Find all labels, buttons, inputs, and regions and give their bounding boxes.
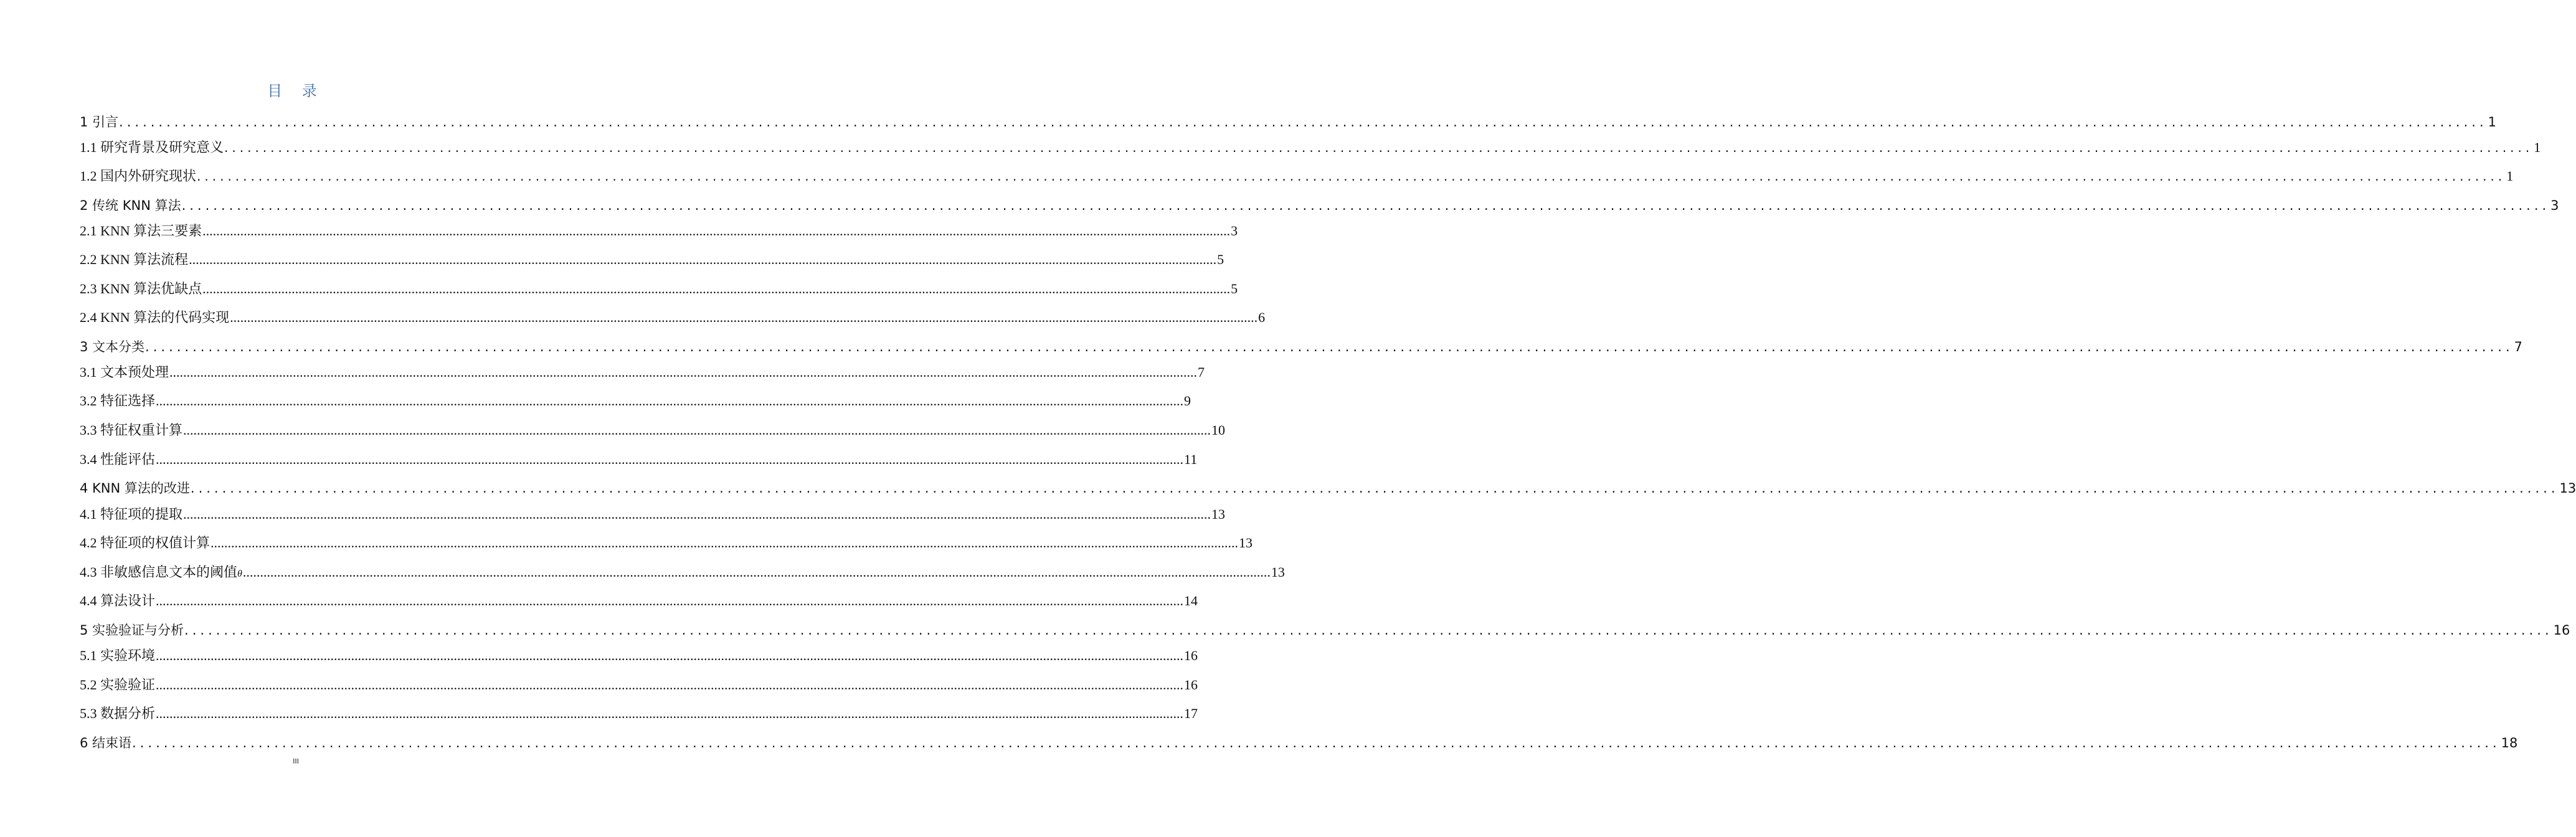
toc-entry-page: 11 bbox=[1184, 452, 1198, 467]
toc-entry-page: 10 bbox=[1211, 422, 1226, 438]
toc-title: 目 录 bbox=[267, 82, 324, 100]
toc-entry[interactable] bbox=[80, 703, 1198, 722]
toc-dot-leader: ............................................................................................................................................................................................................................................................................................................ bbox=[224, 140, 2534, 155]
toc-entry-label: 2.1 KNN 算法三要素 bbox=[80, 223, 202, 239]
toc-dot-leader: ............................................................................................................................................................................................................................................................................................................ bbox=[169, 364, 1198, 380]
toc-entry-label: 5.3 数据分析 bbox=[80, 706, 156, 721]
toc-dot-leader: ............................................................................................................................................................................................................................................................................................................ bbox=[119, 115, 2488, 130]
toc-dot-leader: ............................................................................................................................................................................................................................................................................................................ bbox=[184, 623, 2553, 638]
toc-entry[interactable] bbox=[80, 112, 2497, 131]
toc-entry-page: 3 bbox=[2550, 198, 2559, 213]
toc-entry-page: 5 bbox=[1217, 252, 1224, 267]
toc-entry-label: 2 传统 KNN 算法 bbox=[80, 198, 181, 213]
toc-entry-label: 6 结束语 bbox=[80, 735, 132, 750]
toc-entry-page: 6 bbox=[1258, 310, 1266, 325]
toc-entry[interactable] bbox=[80, 307, 1266, 326]
toc-entry-page: 18 bbox=[2501, 735, 2518, 750]
toc-entry-label: 5 实验验证与分析 bbox=[80, 623, 184, 638]
toc-entry-page: 13 bbox=[1211, 506, 1226, 522]
toc-entry[interactable] bbox=[80, 645, 1198, 664]
toc-entry-label: 4.1 特征项的提取 bbox=[80, 506, 183, 522]
toc-dot-leader: ............................................................................................................................................................................................................................................................................................................ bbox=[145, 339, 2514, 354]
toc-entry-label: 3.1 文本预处理 bbox=[80, 364, 169, 380]
toc-entry-label: 4.3 非敏感信息文本的阈值 bbox=[80, 564, 238, 580]
toc-entry[interactable] bbox=[80, 166, 2514, 185]
toc-entry[interactable] bbox=[80, 249, 1224, 268]
toc-entry-label: 3 文本分类 bbox=[80, 339, 145, 354]
toc-dot-leader: ............................................................................................................................................................................................................................................................................................................ bbox=[156, 452, 1184, 467]
toc-dot-leader: ............................................................................................................................................................................................................................................................................................................ bbox=[156, 677, 1184, 693]
toc-entry-label: 4.2 特征项的权值计算 bbox=[80, 535, 211, 551]
toc-dot-leader: ............................................................................................................................................................................................................................................................................................................ bbox=[156, 648, 1184, 663]
toc-entry[interactable] bbox=[80, 337, 2523, 356]
toc-entry-label: 1.2 国内外研究现状 bbox=[80, 168, 197, 184]
toc-dot-leader: ............................................................................................................................................................................................................................................................................................................ bbox=[242, 564, 1271, 580]
toc-entry-page: 16 bbox=[1184, 648, 1198, 663]
toc-dot-leader: ............................................................................................................................................................................................................................................................................................................ bbox=[202, 223, 1231, 239]
toc-dot-leader: ............................................................................................................................................................................................................................................................................................................ bbox=[156, 393, 1184, 409]
toc-entry[interactable] bbox=[80, 674, 1198, 694]
toc-dot-leader: ............................................................................................................................................................................................................................................................................................................ bbox=[156, 706, 1184, 721]
toc-dot-leader: ............................................................................................................................................................................................................................................................................................................ bbox=[230, 310, 1258, 325]
toc-entry-page: 1 bbox=[2506, 168, 2514, 184]
toc-entry-page: 7 bbox=[2514, 339, 2523, 354]
toc-entry-page: 7 bbox=[1198, 364, 1205, 380]
toc-entry-label: 5.2 实验验证 bbox=[80, 677, 156, 693]
toc-dot-leader: ............................................................................................................................................................................................................................................................................................................ bbox=[211, 535, 1239, 551]
toc-entry-page: 1 bbox=[2534, 140, 2541, 155]
toc-entry[interactable] bbox=[80, 420, 1226, 439]
toc-entry-label: 5.1 实验环境 bbox=[80, 648, 156, 663]
toc-entry-page: 14 bbox=[1184, 593, 1198, 608]
toc-entry[interactable] bbox=[80, 137, 2541, 156]
toc-entry[interactable] bbox=[80, 733, 2518, 752]
toc-dot-leader: ............................................................................................................................................................................................................................................................................................................ bbox=[190, 481, 2559, 496]
toc-entry-label: 4 KNN 算法的改进 bbox=[80, 481, 190, 496]
toc-entry-page: 9 bbox=[1184, 393, 1191, 409]
toc-entry-label: 2.2 KNN 算法流程 bbox=[80, 252, 189, 267]
toc-dot-leader: ............................................................................................................................................................................................................................................................................................................ bbox=[156, 593, 1184, 608]
toc-entry[interactable] bbox=[80, 532, 1253, 552]
toc-entry-page: 3 bbox=[1231, 223, 1238, 239]
toc-entry-label: 3.2 特征选择 bbox=[80, 393, 156, 409]
page-number: III bbox=[293, 757, 299, 765]
toc-entry-label: 3.4 性能评估 bbox=[80, 452, 156, 467]
toc-entry[interactable] bbox=[80, 562, 1285, 581]
toc-entry-label: 2.4 KNN 算法的代码实现 bbox=[80, 310, 230, 325]
toc-dot-leader: ............................................................................................................................................................................................................................................................................................................ bbox=[189, 252, 1217, 267]
toc-entry-label: 1.1 研究背景及研究意义 bbox=[80, 140, 224, 155]
toc-entry-label: 4.4 算法设计 bbox=[80, 593, 156, 608]
toc-entry-page: 1 bbox=[2488, 115, 2497, 130]
toc-entry-page: 13 bbox=[1271, 564, 1285, 580]
toc-entry-page: 16 bbox=[2553, 623, 2570, 638]
toc-entry-page: 13 bbox=[2559, 481, 2576, 496]
toc-dot-leader: ............................................................................................................................................................................................................................................................................................................ bbox=[183, 506, 1211, 522]
toc-entry[interactable] bbox=[80, 390, 1191, 410]
toc-entry[interactable] bbox=[80, 449, 1198, 468]
toc-entry-label: 3.3 特征权重计算 bbox=[80, 422, 183, 438]
toc-entry[interactable] bbox=[80, 220, 1238, 240]
toc-dot-leader: ............................................................................................................................................................................................................................................................................................................ bbox=[202, 281, 1231, 296]
toc-dot-leader: ............................................................................................................................................................................................................................................................................................................ bbox=[132, 735, 2501, 750]
toc-entry-page: 5 bbox=[1231, 281, 1238, 296]
toc-entry-page: 17 bbox=[1184, 706, 1198, 721]
toc-entry[interactable] bbox=[80, 196, 2559, 214]
toc-entry[interactable] bbox=[80, 362, 1205, 381]
theta-symbol: θ bbox=[237, 569, 242, 579]
toc-entry[interactable] bbox=[80, 478, 2576, 497]
toc-dot-leader: ............................................................................................................................................................................................................................................................................................................ bbox=[181, 198, 2550, 213]
toc-entry[interactable] bbox=[80, 504, 1226, 523]
toc-entry-label: 1 引言 bbox=[80, 115, 119, 130]
toc-dot-leader: ............................................................................................................................................................................................................................................................................................................ bbox=[197, 169, 2506, 184]
toc-dot-leader: ............................................................................................................................................................................................................................................................................................................ bbox=[183, 422, 1211, 438]
toc-entry-page: 16 bbox=[1184, 677, 1198, 693]
toc-entry[interactable] bbox=[80, 620, 2570, 639]
toc-entry[interactable] bbox=[80, 278, 1238, 298]
toc-entry[interactable] bbox=[80, 590, 1198, 610]
toc-entry-label: 2.3 KNN 算法优缺点 bbox=[80, 281, 202, 296]
toc-entry-page: 13 bbox=[1239, 535, 1253, 551]
